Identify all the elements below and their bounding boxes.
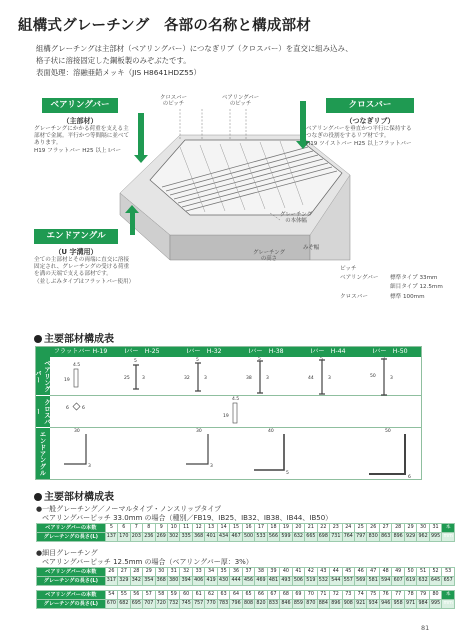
table-cell: 7 <box>130 524 142 533</box>
table-cell: 929 <box>404 533 416 542</box>
bearing-bar-sub: （主部材） <box>62 117 98 125</box>
table-cell: 236 <box>143 533 155 542</box>
fine-length-label-1: グレーチングの長さ(L) <box>37 577 106 586</box>
table-cell: 62 <box>205 591 217 600</box>
col-header-ib44: Iバー H-44 <box>297 347 359 357</box>
table-cell: 820 <box>255 600 267 609</box>
table-cell: 921 <box>355 600 367 609</box>
parts-table <box>35 346 422 480</box>
table-cell: 72 <box>330 591 342 600</box>
crossbar-pitch-callout: クロスバー のピッチ <box>160 95 187 108</box>
table-cell: 33 <box>192 568 204 577</box>
table-cell: 57 <box>143 591 155 600</box>
svg-text:3: 3 <box>142 376 145 381</box>
specs-section-title: 主要部材構成表 <box>34 488 114 503</box>
table-cell: 73 <box>342 591 354 600</box>
table-cell: 69 <box>292 591 304 600</box>
intro-line-3: 表面処理：溶融亜鉛メッキ（JIS H8641HDZ55） <box>36 68 201 77</box>
table-cell: 354 <box>143 577 155 586</box>
fine-heading: ●細目グレーチング <box>36 549 98 557</box>
table-cell: 77 <box>392 591 404 600</box>
unit-cell: mm <box>442 600 455 609</box>
table-cell: 29 <box>404 524 416 533</box>
svg-text:5: 5 <box>134 359 137 364</box>
table-cell: 984 <box>417 600 429 609</box>
intro-line-1: 組構グレーチングは主部材（ベアリングバー）につなぎリブ（クロスバー）を直交に組み込み、 <box>36 44 353 53</box>
parts-section-title: 主要部材構成表 <box>34 330 114 345</box>
svg-text:25: 25 <box>124 376 130 381</box>
end-angle-desc-4: （並しぶみタイプはフラットバー使用） <box>34 279 135 285</box>
bearing-bar-label: ベアリングバー <box>42 98 118 113</box>
table-cell: 544 <box>330 577 342 586</box>
svg-text:19: 19 <box>64 378 70 383</box>
end-angle-desc-2: 固定され、グレーチングの受ける荷重 <box>34 264 130 270</box>
table-cell: 21 <box>305 524 317 533</box>
table-cell: 665 <box>305 533 317 542</box>
table-cell: 8 <box>143 524 155 533</box>
table-cell: 14 <box>217 524 229 533</box>
table-cell: 64 <box>230 591 242 600</box>
unit-cell: 本 <box>442 591 455 600</box>
table-cell: 533 <box>255 533 267 542</box>
col-header-ib32: Iバー H-32 <box>173 347 235 357</box>
table-cell: 566 <box>267 533 279 542</box>
table-cell: 25 <box>355 524 367 533</box>
svg-text:44: 44 <box>308 376 314 381</box>
page-number: 81 <box>421 624 430 632</box>
table-cell: 30 <box>155 568 167 577</box>
table-cell: 380 <box>167 577 179 586</box>
table-cell: 995 <box>429 533 441 542</box>
table-cell: 31 <box>429 524 441 533</box>
table-cell: 30 <box>417 524 429 533</box>
table-cell: 59 <box>167 591 179 600</box>
table-cell: 76 <box>379 591 391 600</box>
table-cell: 557 <box>342 577 354 586</box>
table-cell: 46 <box>355 568 367 577</box>
table-cell: 467 <box>230 533 242 542</box>
svg-text:50: 50 <box>370 374 376 379</box>
table-cell: 846 <box>280 600 292 609</box>
table-cell: 695 <box>130 600 142 609</box>
table-cell: 65 <box>242 591 254 600</box>
intro-line-2: 格子状に溶接固定した鋼板製のみぞぶたです。 <box>36 56 191 65</box>
table-cell: 519 <box>305 577 317 586</box>
table-cell: 75 <box>367 591 379 600</box>
table-cell: 607 <box>392 577 404 586</box>
table-cell: 60 <box>180 591 192 600</box>
table-cell: 342 <box>130 577 142 586</box>
svg-text:3: 3 <box>266 376 269 381</box>
svg-text:19: 19 <box>223 414 229 419</box>
table-cell: 532 <box>317 577 329 586</box>
bearing-bar-desc-1: グレーチングにかかる荷重を支える主 <box>34 126 129 132</box>
table-cell: 66 <box>255 591 267 600</box>
cross-bar-desc-1: ベアリングバーを垂直かつ平行に保持する <box>306 126 412 132</box>
table-cell: 63 <box>217 591 229 600</box>
table-cell: 444 <box>230 577 242 586</box>
table-cell: 908 <box>342 600 354 609</box>
svg-text:6: 6 <box>66 406 69 411</box>
table-cell: 40 <box>280 568 292 577</box>
table-cell: 56 <box>130 591 142 600</box>
table-cell: 796 <box>230 600 242 609</box>
table-cell: 430 <box>217 577 229 586</box>
table-cell: 50 <box>404 568 416 577</box>
table-cell: 670 <box>105 600 117 609</box>
unit-cell: 本 <box>442 524 455 533</box>
svg-text:6: 6 <box>408 475 411 479</box>
table-cell: 19 <box>280 524 292 533</box>
table-cell: 645 <box>429 577 441 586</box>
std-count-label: ベアリングバーの本数 <box>37 524 106 533</box>
row-label-bearing: ベアリングバー <box>36 357 50 395</box>
parts-drawings <box>50 357 421 479</box>
table-cell: 11 <box>180 524 192 533</box>
table-cell: 67 <box>267 591 279 600</box>
table-cell: 896 <box>330 600 342 609</box>
table-cell: 70 <box>305 591 317 600</box>
table-cell: 20 <box>292 524 304 533</box>
table-cell: 698 <box>317 533 329 542</box>
table-cell: 434 <box>217 533 229 542</box>
table-cell: 456 <box>242 577 254 586</box>
table-cell: 419 <box>205 577 217 586</box>
table-cell: 632 <box>292 533 304 542</box>
table-cell: 12 <box>192 524 204 533</box>
table-cell: 38 <box>255 568 267 577</box>
table-cell: 946 <box>379 600 391 609</box>
table-cell: 594 <box>379 577 391 586</box>
table-cell: 657 <box>442 577 455 586</box>
grating-width-callout: グレーチング の本体幅 <box>280 212 312 225</box>
table-cell: 13 <box>205 524 217 533</box>
table-cell: 619 <box>404 577 416 586</box>
table-cell: 16 <box>242 524 254 533</box>
col-header-ib25: Iバー H-25 <box>111 347 173 357</box>
table-cell: 934 <box>367 600 379 609</box>
table-cell: 764 <box>342 533 354 542</box>
bearing-bar-desc-2: 部材で金属。平行かつ等間隔に並べて <box>34 133 130 139</box>
svg-text:3: 3 <box>328 376 331 381</box>
table-cell: 79 <box>417 591 429 600</box>
table-cell: 15 <box>230 524 242 533</box>
pitch-bb-value-1: 標準タイプ 33mm <box>390 275 438 281</box>
standard-heading: ●一般グレーチング／ノーマルタイプ・ノンスリップタイプ <box>36 505 222 513</box>
table-cell: 863 <box>379 533 391 542</box>
svg-text:38: 38 <box>246 376 252 381</box>
row-label-cross: クロスバー <box>36 396 50 427</box>
table-cell: 18 <box>267 524 279 533</box>
standard-spec-table <box>36 523 455 542</box>
table-cell: 707 <box>143 600 155 609</box>
svg-text:3: 3 <box>210 464 213 469</box>
table-cell: 9 <box>155 524 167 533</box>
table-cell: 17 <box>255 524 267 533</box>
table-cell: 34 <box>205 568 217 577</box>
svg-text:3: 3 <box>88 464 91 469</box>
fine-spec-table-1 <box>36 567 455 586</box>
table-cell: 48 <box>379 568 391 577</box>
table-cell: 71 <box>317 591 329 600</box>
table-cell: 401 <box>205 533 217 542</box>
col-header-ib38: Iバー H-38 <box>235 347 297 357</box>
table-cell: 958 <box>392 600 404 609</box>
table-cell: 28 <box>130 568 142 577</box>
col-header-ib50: Iバー H-50 <box>359 347 421 357</box>
unit-cell: mm <box>442 533 455 542</box>
table-cell: 581 <box>367 577 379 586</box>
pitch-bb-value-2: 細目タイプ 12.5mm <box>390 284 443 290</box>
table-cell: 493 <box>280 577 292 586</box>
svg-text:30: 30 <box>74 429 80 434</box>
table-cell: 42 <box>305 568 317 577</box>
svg-text:5: 5 <box>382 357 385 361</box>
table-cell: 5 <box>105 524 117 533</box>
table-cell: 26 <box>105 568 117 577</box>
table-cell: 137 <box>105 533 117 542</box>
table-cell: 68 <box>280 591 292 600</box>
table-cell: 682 <box>118 600 130 609</box>
table-cell: 51 <box>417 568 429 577</box>
fine-length-label-2: グレーチングの長さ(L) <box>37 600 106 609</box>
table-cell: 52 <box>429 568 441 577</box>
table-cell: 78 <box>404 591 416 600</box>
svg-text:5: 5 <box>320 357 323 362</box>
fine-spec-table-2 <box>36 590 455 609</box>
table-cell: 859 <box>292 600 304 609</box>
table-cell: 770 <box>205 600 217 609</box>
table-cell: 329 <box>118 577 130 586</box>
table-cell: 47 <box>367 568 379 577</box>
pitch-cb-value: 標準 100mm <box>390 294 425 300</box>
table-cell: 884 <box>317 600 329 609</box>
table-cell: 368 <box>155 577 167 586</box>
pitch-cb-label: クロスバー <box>340 294 368 300</box>
table-cell: 569 <box>355 577 367 586</box>
table-cell: 302 <box>167 533 179 542</box>
table-cell: 170 <box>118 533 130 542</box>
table-cell: 58 <box>155 591 167 600</box>
table-cell: 45 <box>342 568 354 577</box>
svg-text:4.5: 4.5 <box>232 397 240 402</box>
table-cell: 808 <box>242 600 254 609</box>
table-cell: 10 <box>167 524 179 533</box>
table-cell: 833 <box>267 600 279 609</box>
end-angle-sub: （U 字溝用） <box>54 248 98 256</box>
end-angle-label: エンドアングル <box>34 229 118 244</box>
table-cell: 896 <box>392 533 404 542</box>
table-cell: 54 <box>105 591 117 600</box>
table-cell: 269 <box>155 533 167 542</box>
table-cell: 757 <box>192 600 204 609</box>
col-header-fb19: フラットバー H-19 <box>50 347 111 357</box>
table-cell: 720 <box>155 600 167 609</box>
table-cell: 23 <box>330 524 342 533</box>
std-length-label: グレーチングの長さ(L) <box>37 533 106 542</box>
table-cell: 500 <box>242 533 254 542</box>
table-cell: 870 <box>305 600 317 609</box>
table-cell: 49 <box>392 568 404 577</box>
svg-text:6: 6 <box>82 406 85 411</box>
fine-count-label-1: ベアリングバーの本数 <box>37 568 106 577</box>
pitch-bb-label: ベアリングバー <box>340 275 379 281</box>
table-cell: 39 <box>267 568 279 577</box>
table-cell: 43 <box>317 568 329 577</box>
cross-bar-desc-3: H19 ツイストバー H25 以上フラットバー <box>306 141 412 147</box>
table-cell: 6 <box>118 524 130 533</box>
svg-text:5: 5 <box>196 358 199 363</box>
page-title: 組構式グレーチング 各部の名称と構成部材 <box>18 18 311 34</box>
fine-subheading: ベアリングバーピッチ 12.5mm の場合（ベアリングバー厚：3%） <box>42 558 253 566</box>
cross-bar-sub: （つなぎリブ） <box>345 117 395 125</box>
table-cell: 44 <box>330 568 342 577</box>
svg-text:5: 5 <box>258 357 261 362</box>
svg-text:3: 3 <box>390 376 393 381</box>
table-cell: 61 <box>192 591 204 600</box>
table-cell: 317 <box>105 577 117 586</box>
pitch-title: ピッチ <box>340 266 357 272</box>
grating-illustration <box>110 95 360 270</box>
svg-text:50: 50 <box>385 429 391 434</box>
table-cell: 599 <box>280 533 292 542</box>
table-cell: 995 <box>429 600 441 609</box>
svg-text:5: 5 <box>286 471 289 476</box>
table-cell: 27 <box>379 524 391 533</box>
table-cell: 53 <box>442 568 455 577</box>
table-cell: 26 <box>367 524 379 533</box>
table-cell: 41 <box>292 568 304 577</box>
table-cell: 27 <box>118 568 130 577</box>
svg-text:3: 3 <box>204 376 207 381</box>
row-label-angle: エンドアングル <box>36 428 50 479</box>
table-cell: 797 <box>355 533 367 542</box>
svg-text:4.5: 4.5 <box>73 363 81 368</box>
bearing-bar-desc-3: あります。 <box>34 140 62 146</box>
standard-subheading: ベアリングバーピッチ 33.0mm の場合（種別／FB19、IB25、IB32、IB38、IB44、IB50） <box>42 514 333 522</box>
table-cell: 335 <box>180 533 192 542</box>
table-cell: 506 <box>292 577 304 586</box>
table-cell: 481 <box>267 577 279 586</box>
table-cell: 28 <box>392 524 404 533</box>
table-cell: 35 <box>217 568 229 577</box>
table-cell: 830 <box>367 533 379 542</box>
svg-text:30: 30 <box>196 429 202 434</box>
svg-text:40: 40 <box>268 429 274 434</box>
table-cell: 394 <box>180 577 192 586</box>
table-cell: 469 <box>255 577 267 586</box>
table-cell: 406 <box>192 577 204 586</box>
table-cell: 783 <box>217 600 229 609</box>
table-cell: 962 <box>417 533 429 542</box>
grating-height-callout: グレーチング の高さ <box>253 250 285 263</box>
groove-width-callout: みぞ幅 <box>303 245 320 251</box>
table-cell: 55 <box>118 591 130 600</box>
bearingbar-pitch-callout: ベアリングバー のピッチ <box>222 95 260 108</box>
table-cell: 29 <box>143 568 155 577</box>
bearing-bar-desc-4: H19 フラットバー H25 以上 Iバー <box>34 148 122 154</box>
fine-count-label-2: ベアリングバーの本数 <box>37 591 106 600</box>
end-angle-desc-1: 全ての主部材とその両端に直交に溶接 <box>34 257 130 263</box>
table-cell: 632 <box>417 577 429 586</box>
table-cell: 731 <box>330 533 342 542</box>
cross-bar-label: クロスバー <box>326 98 414 113</box>
end-angle-desc-3: を溝の天端で支える部材です。 <box>34 271 112 277</box>
table-cell: 74 <box>355 591 367 600</box>
table-cell: 37 <box>242 568 254 577</box>
svg-text:32: 32 <box>184 376 190 381</box>
table-cell: 971 <box>404 600 416 609</box>
table-cell: 368 <box>192 533 204 542</box>
table-cell: 31 <box>167 568 179 577</box>
table-cell: 32 <box>180 568 192 577</box>
table-cell: 732 <box>167 600 179 609</box>
cross-bar-desc-2: つなぎの役割をするリブ材です。 <box>306 133 390 139</box>
table-cell: 745 <box>180 600 192 609</box>
table-cell: 36 <box>230 568 242 577</box>
table-cell: 22 <box>317 524 329 533</box>
table-cell: 203 <box>130 533 142 542</box>
table-cell: 80 <box>429 591 441 600</box>
table-cell: 24 <box>342 524 354 533</box>
